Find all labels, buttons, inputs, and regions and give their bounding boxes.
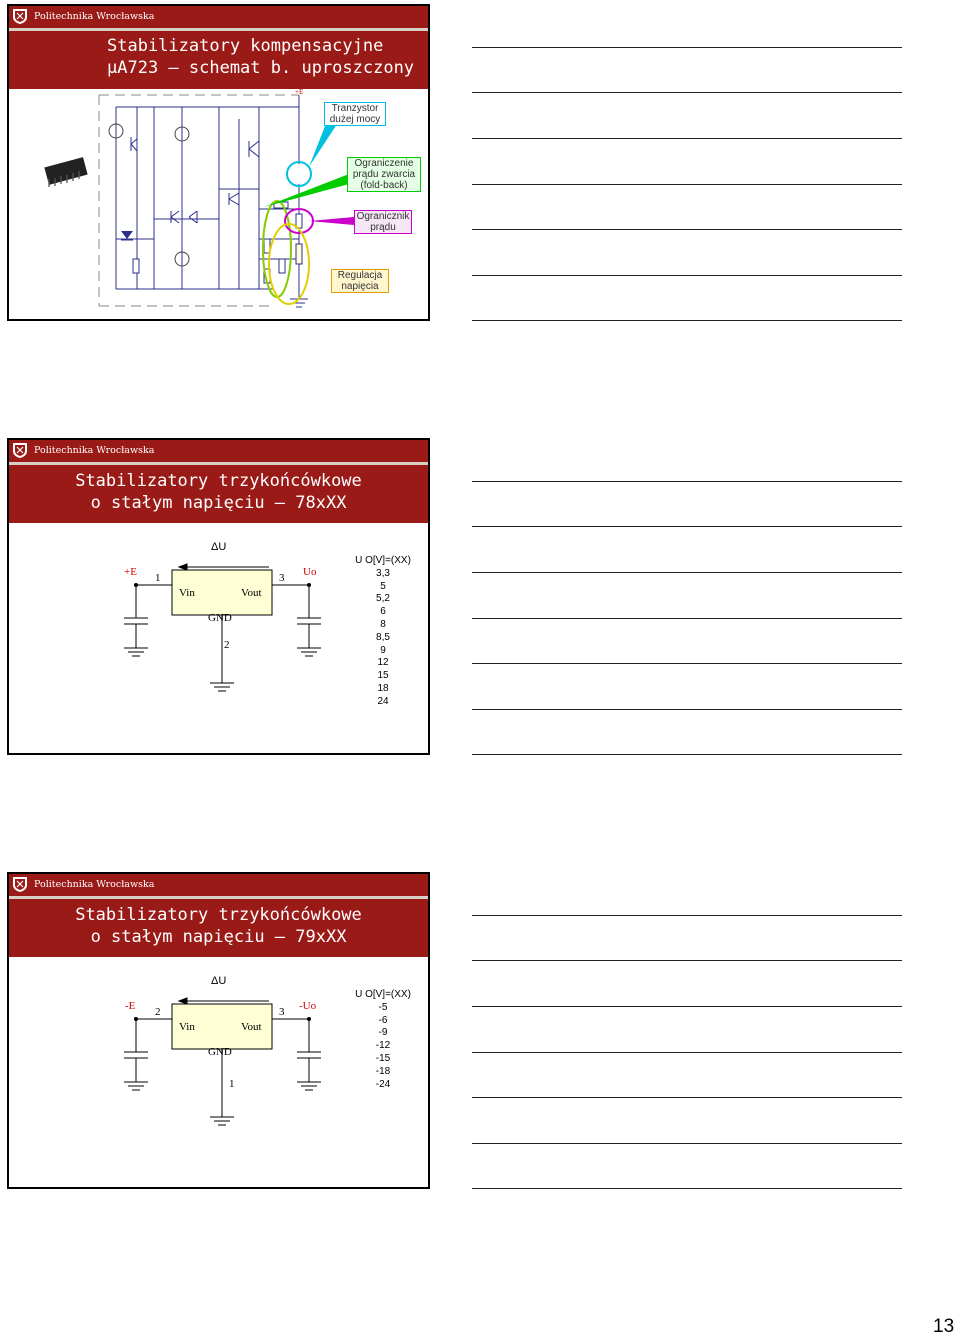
- university-name: Politechnika Wrocławska: [34, 879, 155, 890]
- note-line: [472, 618, 902, 619]
- callout-foldback: Ograniczenie prądu zwarcia (fold-back): [347, 157, 421, 192]
- note-line: [472, 47, 902, 48]
- slide-content: [9, 957, 428, 1187]
- title-line-2: o stałym napięciu – 78xXX: [90, 493, 347, 513]
- table-value: 5: [380, 580, 386, 592]
- title-line-2: o stałym napięciu – 79xXX: [90, 927, 347, 947]
- title-line-1: Stabilizatory trzykońcówkowe: [75, 471, 362, 491]
- note-line: [472, 229, 902, 230]
- table-header: U O[V]=(XX): [355, 555, 411, 566]
- pin-in: 1: [155, 572, 161, 584]
- transistor-highlight: [287, 162, 311, 186]
- slide-content: [9, 523, 428, 753]
- header-bar: [9, 6, 428, 28]
- note-line: [472, 320, 902, 321]
- note-line: [472, 915, 902, 916]
- university-logo-icon: [12, 8, 28, 25]
- header-bar: [9, 874, 428, 896]
- table-value: -9: [378, 1027, 388, 1039]
- transistor-pointer: [309, 121, 339, 167]
- table-value: -12: [375, 1040, 391, 1052]
- university-logo-icon: [12, 876, 28, 893]
- table-value: -6: [378, 1014, 388, 1026]
- note-line: [472, 92, 902, 93]
- slide-title: [9, 470, 428, 514]
- note-line: [472, 275, 902, 276]
- note-line: [472, 1188, 902, 1189]
- callout-regulation: Regulacja napięcia: [331, 269, 389, 293]
- university-name: Politechnika Wrocławska: [34, 11, 155, 22]
- title-line-1: Stabilizatory trzykońcówkowe: [75, 905, 362, 925]
- header-bar: [9, 440, 428, 462]
- table-value: 6: [380, 606, 386, 618]
- voltage-table: [353, 555, 413, 709]
- input-label: +E: [124, 566, 137, 578]
- slide-title: [9, 904, 428, 948]
- table-value: -18: [375, 1065, 391, 1077]
- university-name: Politechnika Wrocławska: [34, 445, 155, 456]
- note-line: [472, 481, 902, 482]
- pin-in: 2: [155, 1006, 161, 1018]
- slide-3: [7, 872, 430, 1189]
- supply-label: +E: [295, 89, 304, 96]
- table-header: U O[V]=(XX): [355, 989, 411, 1000]
- slide-content: [9, 89, 428, 319]
- table-value: 5,2: [376, 593, 390, 605]
- callout-limiter: Ogranicznik prądu: [354, 210, 412, 234]
- output-label: Uo: [303, 566, 317, 578]
- delta-u-label: ΔU: [211, 541, 227, 553]
- note-line: [472, 1143, 902, 1144]
- note-line: [472, 1006, 902, 1007]
- note-line: [472, 709, 902, 710]
- pin-out: 3: [279, 572, 285, 584]
- page-number: 13: [933, 1316, 955, 1337]
- note-line: [472, 526, 902, 527]
- callout-transistor: Tranzystor dużej mocy: [324, 102, 386, 126]
- table-value: 9: [380, 644, 386, 656]
- foldback-pointer: [264, 174, 349, 207]
- note-line: [472, 754, 902, 755]
- note-line: [472, 572, 902, 573]
- table-value: 15: [377, 670, 389, 682]
- pin-out: 3: [279, 1006, 285, 1018]
- current-sources: [109, 124, 189, 266]
- note-line: [472, 663, 902, 664]
- table-value: 12: [377, 657, 389, 669]
- pin-gnd: 2: [224, 639, 230, 651]
- title-line-1: Stabilizatory kompensacyjne: [107, 36, 384, 56]
- slide-1: [7, 4, 430, 321]
- table-value: 8: [380, 618, 386, 630]
- table-value: 24: [377, 695, 389, 707]
- table-value: 8,5: [376, 631, 390, 643]
- pin-gnd: 1: [229, 1078, 235, 1090]
- delta-u-label: ΔU: [211, 975, 227, 987]
- note-line: [472, 1097, 902, 1098]
- regulation-highlight: [269, 224, 309, 304]
- limiter-pointer: [309, 217, 354, 225]
- voltage-table: [353, 989, 413, 1091]
- slide-2: [7, 438, 430, 755]
- note-line: [472, 1052, 902, 1053]
- vin-label: Vin: [179, 1021, 195, 1033]
- output-label: -Uo: [299, 1000, 317, 1012]
- table-value: -24: [375, 1078, 391, 1090]
- ic-chip-icon: [44, 157, 87, 187]
- gnd-label: GND: [208, 1046, 232, 1058]
- table-value: -5: [378, 1001, 388, 1013]
- vin-label: Vin: [179, 587, 195, 599]
- note-line: [472, 184, 902, 185]
- slide-title: [107, 35, 430, 79]
- table-value: 18: [377, 682, 389, 694]
- vout-label: Vout: [241, 1021, 262, 1033]
- table-value: 3,3: [376, 567, 390, 579]
- title-line-2: μA723 – schemat b. uproszczony: [107, 58, 415, 78]
- gnd-label: GND: [208, 612, 232, 624]
- vout-label: Vout: [241, 587, 262, 599]
- input-label: -E: [125, 1000, 136, 1012]
- university-logo-icon: [12, 442, 28, 459]
- table-value: -15: [375, 1052, 391, 1064]
- note-line: [472, 138, 902, 139]
- note-line: [472, 960, 902, 961]
